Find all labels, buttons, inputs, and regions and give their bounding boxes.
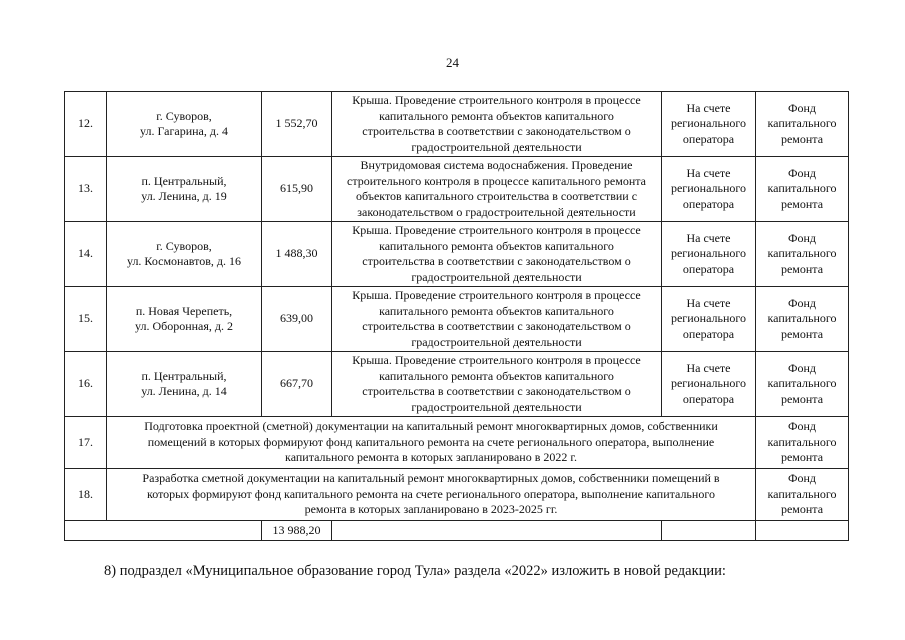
fund-cell <box>756 417 849 469</box>
address-line: ул. Ленина, д. 14 <box>141 384 227 398</box>
account-line: оператора <box>682 391 735 406</box>
row-number: 13. <box>65 157 107 222</box>
table-row <box>65 352 849 417</box>
account-line: регионального <box>670 246 747 261</box>
fund-line: ремонта <box>780 502 824 517</box>
description-line: Подготовка проектной (сметной) документации на капитальный ремонт многоквартирных домов, собственники <box>144 419 718 434</box>
fund-line: капитального <box>767 181 837 196</box>
account-cell <box>662 157 756 222</box>
fund-cell <box>756 352 849 417</box>
empty-cell <box>756 521 849 541</box>
work-line: капитального ремонта объектов капитального <box>379 108 614 123</box>
row-number: 18. <box>65 469 107 521</box>
work-description-cell <box>332 222 662 287</box>
description-line: капитального ремонта в которых запланировано в 2022 г. <box>285 450 577 465</box>
fund-line: ремонта <box>780 131 824 146</box>
fund-line: капитального <box>767 246 837 261</box>
work-line: Крыша. Проведение строительного контроля в процессе <box>352 93 641 107</box>
work-line: капитального ремонта объектов капитального <box>379 303 614 318</box>
account-line: регионального <box>670 376 747 391</box>
address-cell <box>107 222 262 287</box>
amount-cell: 615,90 <box>262 157 332 222</box>
table-row <box>65 417 849 469</box>
fund-line: Фонд <box>787 471 816 486</box>
work-line: Крыша. Проведение строительного контроля в процессе <box>352 353 641 367</box>
account-line: оператора <box>682 196 735 211</box>
table-row <box>65 92 849 157</box>
fund-cell <box>756 157 849 222</box>
fund-line: ремонта <box>780 450 824 465</box>
work-line: строительства в соответствии с законодательством о <box>362 319 631 333</box>
work-line: градостроительной деятельности <box>411 399 582 414</box>
work-line: объектов капитального строительства в соответствии с <box>355 189 638 203</box>
table-row <box>65 287 849 352</box>
work-description-cell <box>332 157 662 222</box>
fund-line: ремонта <box>780 261 824 276</box>
account-line: оператора <box>682 326 735 341</box>
fund-line: Фонд <box>787 360 816 375</box>
fund-line: ремонта <box>780 391 824 406</box>
work-line: строительного контроля в процессе капитального ремонта <box>347 173 646 188</box>
work-line: Внутридомовая система водоснабжения. Проведение <box>360 158 633 172</box>
row-number: 14. <box>65 222 107 287</box>
amount-cell: 667,70 <box>262 352 332 417</box>
account-cell <box>662 222 756 287</box>
address-line: п. Центральный, <box>141 368 227 383</box>
empty-cell <box>332 521 662 541</box>
address-cell <box>107 287 262 352</box>
address-line: ул. Космонавтов, д. 16 <box>126 254 242 268</box>
fund-line: капитального <box>767 116 837 131</box>
fund-cell <box>756 469 849 521</box>
account-line: регионального <box>670 181 747 196</box>
row-number: 12. <box>65 92 107 157</box>
table-row <box>65 222 849 287</box>
address-line: п. Новая Черепеть, <box>135 303 233 318</box>
fund-line: Фонд <box>787 165 816 180</box>
address-line: г. Суворов, <box>156 108 212 123</box>
account-cell <box>662 92 756 157</box>
account-line: На счете <box>686 230 731 245</box>
fund-cell <box>756 92 849 157</box>
fund-line: Фонд <box>787 100 816 115</box>
work-line: капитального ремонта объектов капитального <box>379 368 614 383</box>
fund-line: Фонд <box>787 419 816 434</box>
work-line: строительства в соответствии с законодательством о <box>362 384 631 398</box>
page-number: 24 <box>446 55 459 70</box>
empty-cell <box>662 521 756 541</box>
work-line: законодательством о градостроительной деятельности <box>357 204 636 219</box>
amount-cell: 639,00 <box>262 287 332 352</box>
fund-line: капитального <box>767 434 837 449</box>
work-line: градостроительной деятельности <box>411 334 582 349</box>
work-description-cell <box>332 92 662 157</box>
account-line: оператора <box>682 131 735 146</box>
work-description-cell <box>332 352 662 417</box>
account-line: На счете <box>686 100 731 115</box>
amount-cell: 1 552,70 <box>262 92 332 157</box>
fund-line: капитального <box>767 486 837 501</box>
account-line: регионального <box>670 311 747 326</box>
works-table <box>64 91 849 541</box>
work-line: Крыша. Проведение строительного контроля в процессе <box>352 288 641 302</box>
row-number: 17. <box>65 417 107 469</box>
work-line: Крыша. Проведение строительного контроля в процессе <box>352 223 641 237</box>
fund-cell <box>756 287 849 352</box>
table-row <box>65 469 849 521</box>
fund-line: Фонд <box>787 295 816 310</box>
address-line: ул. Гагарина, д. 4 <box>140 124 228 138</box>
description-line: Разработка сметной документации на капитальный ремонт многоквартирных домов, собственники помещений в <box>142 471 720 486</box>
address-cell <box>107 352 262 417</box>
work-line: градостроительной деятельности <box>411 269 582 284</box>
merged-description-cell <box>107 417 756 469</box>
closing-paragraph: 8) подраздел «Муниципальное образование город Тула» раздела «2022» изложить в новой редакции: <box>104 563 726 579</box>
address-line: п. Центральный, <box>141 173 227 188</box>
description-line: которых формируют фонд капитального ремонта на счете регионального оператора, выполнение капитального <box>147 486 715 501</box>
fund-line: ремонта <box>780 326 824 341</box>
table-row <box>65 157 849 222</box>
work-line: капитального ремонта объектов капитального <box>379 238 614 253</box>
merged-description-cell <box>107 469 756 521</box>
account-line: оператора <box>682 261 735 276</box>
row-number: 16. <box>65 352 107 417</box>
account-line: На счете <box>686 165 731 180</box>
description-line: ремонта в которых запланировано в 2023-2025 гг. <box>304 502 558 517</box>
account-line: На счете <box>686 295 731 310</box>
address-cell <box>107 157 262 222</box>
account-cell <box>662 287 756 352</box>
work-line: градостроительной деятельности <box>411 139 582 154</box>
fund-line: ремонта <box>780 196 824 211</box>
fund-line: Фонд <box>787 230 816 245</box>
address-cell <box>107 92 262 157</box>
account-cell <box>662 352 756 417</box>
address-line: ул. Ленина, д. 19 <box>141 189 227 203</box>
row-number: 15. <box>65 287 107 352</box>
work-line: строительства в соответствии с законодательством о <box>362 124 631 138</box>
address-line: ул. Оборонная, д. 2 <box>134 319 234 333</box>
account-line: На счете <box>686 360 731 375</box>
work-line: строительства в соответствии с законодательством о <box>362 254 631 268</box>
fund-line: капитального <box>767 311 837 326</box>
fund-cell <box>756 222 849 287</box>
address-line: г. Суворов, <box>156 238 212 253</box>
account-line: регионального <box>670 116 747 131</box>
total-amount-cell: 13 988,20 <box>262 521 332 541</box>
description-line: помещений в которых формируют фонд капитального ремонта на счете регионального оператора, выполнение <box>147 434 715 449</box>
total-label-cell <box>65 521 262 541</box>
total-row <box>65 521 849 541</box>
work-description-cell <box>332 287 662 352</box>
fund-line: капитального <box>767 376 837 391</box>
amount-cell: 1 488,30 <box>262 222 332 287</box>
